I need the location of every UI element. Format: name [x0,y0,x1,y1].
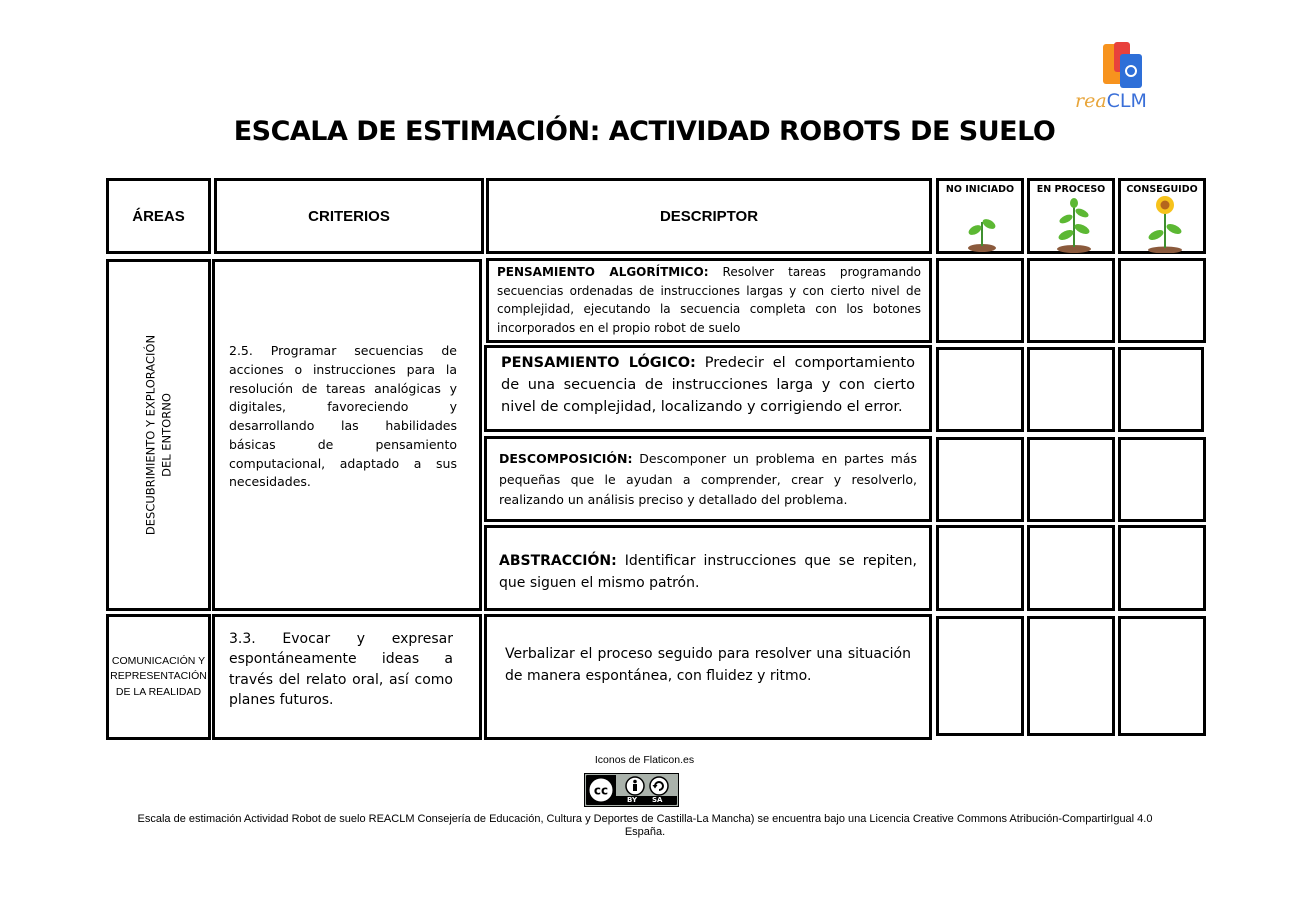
descriptor-abstraccion [484,525,932,611]
criterio-cell-3-3 [212,614,482,740]
descriptor-descomposicion [484,436,932,522]
level-cell[interactable] [936,616,1024,736]
logo-text-rea: rea [1075,90,1107,112]
level-cell[interactable] [1118,616,1206,736]
header-descriptor: DESCRIPTOR [486,178,932,254]
header-conseguido [1118,178,1206,254]
level-cell[interactable] [936,258,1024,343]
level-label: CONSEGUIDO [1126,184,1198,195]
descriptor-label: PENSAMIENTO LÓGICO: [501,355,696,371]
level-cell[interactable] [1118,347,1204,432]
level-label: NO INICIADO [945,184,1015,195]
level-cell[interactable] [936,347,1024,432]
descriptor-text: Identificar instrucciones que se repiten, que siguen el mismo patrón. [499,553,917,592]
area-cell-descubrimiento [106,259,211,611]
level-cell[interactable] [1118,525,1206,611]
by-label: BY [627,796,638,804]
descriptor-text: Resolver tareas programando secuencias ordenadas de instrucciones largas y con cierto nivel de complejidad, ejecutando la secuencia completa con los botones incorporados en el propio robot de suelo [497,265,922,335]
cc-icon [587,776,615,804]
icons-credit: Iconos de Flaticon.es [594,754,695,766]
level-label: EN PROCESO [1036,184,1106,195]
seedling-medium-icon [1052,197,1096,253]
logo-mark-icon [1072,40,1172,90]
by-icon [625,776,645,796]
descriptor-text: Predecir el comportamiento de una secuencia de instrucciones larga y con cierto nivel de complejidad, localizando y corrigiendo el error. [501,355,915,415]
logo-text-clm: CLM [1106,90,1147,112]
level-cell[interactable] [1118,437,1206,522]
area-label: COMUNICACIÓN Y REPRESENTACIÓN DE LA REALIDAD [110,655,207,698]
license-text: Escala de estimación Actividad Robot de suelo REACLM Consejería de Educación, Cultura y Deportes de Castilla-La Mancha) se encuentra bajo una Licencia Creative Commons Atribución-CompartirIgual 4.0 España. [137,813,1153,839]
sa-icon [649,776,669,796]
header-en-proceso [1027,178,1115,254]
criterio-text: 3.3. Evocar y expresar espontáneamente ideas a través del relato oral, así como planes futuros. [229,631,453,708]
descriptor-text: Descomponer un problema en partes más pequeñas que le ayudan a comprender, crear y resolverlo, realizando un análisis preciso y detallado del problema. [499,451,917,508]
seedling-small-icon [962,204,1002,252]
page-title: ESCALA DE ESTIMACIÓN: ACTIVIDAD ROBOTS DE SUELO [233,116,1056,147]
descriptor-pensamiento-logico [484,345,932,432]
sunflower-icon [1143,195,1187,253]
level-cell[interactable] [1027,437,1115,522]
descriptor-label: DESCOMPOSICIÓN: [499,451,633,466]
header-no-iniciado [936,178,1024,254]
reaclm-logo [1072,40,1172,115]
level-cell[interactable] [1027,258,1115,343]
level-cell[interactable] [936,437,1024,522]
descriptor-pensamiento-algoritmico [486,258,932,343]
level-cell[interactable] [936,525,1024,611]
criterio-cell-2-5 [212,259,482,611]
level-cell[interactable] [1027,525,1115,611]
header-criterios: CRITERIOS [214,178,484,254]
descriptor-label: PENSAMIENTO ALGORÍTMICO: [497,265,709,279]
header-areas: ÁREAS [106,178,211,254]
descriptor-text: Verbalizar el proceso seguido para resolver una situación de manera espontánea, con fluidez y ritmo. [505,646,911,685]
cc-by-sa-badge[interactable] [584,773,679,807]
level-cell[interactable] [1027,347,1115,432]
descriptor-verbalizar [484,614,932,740]
area-cell-comunicacion [106,614,211,740]
sa-label: SA [652,796,663,804]
criterio-text: 2.5. Programar secuencias de acciones o instrucciones para la resolución de tareas analógicas y digitales, favoreciendo y desarrollando las habilidades básicas de pensamiento computacional, adaptado a sus necesidades. [229,343,457,490]
level-cell[interactable] [1027,616,1115,736]
cc-text: cc [593,783,609,798]
descriptor-label: ABSTRACCIÓN: [499,553,617,569]
area-label: DESCUBRIMIENTO Y EXPLORACIÓN DEL ENTORNO [142,334,173,536]
level-cell[interactable] [1118,258,1206,343]
